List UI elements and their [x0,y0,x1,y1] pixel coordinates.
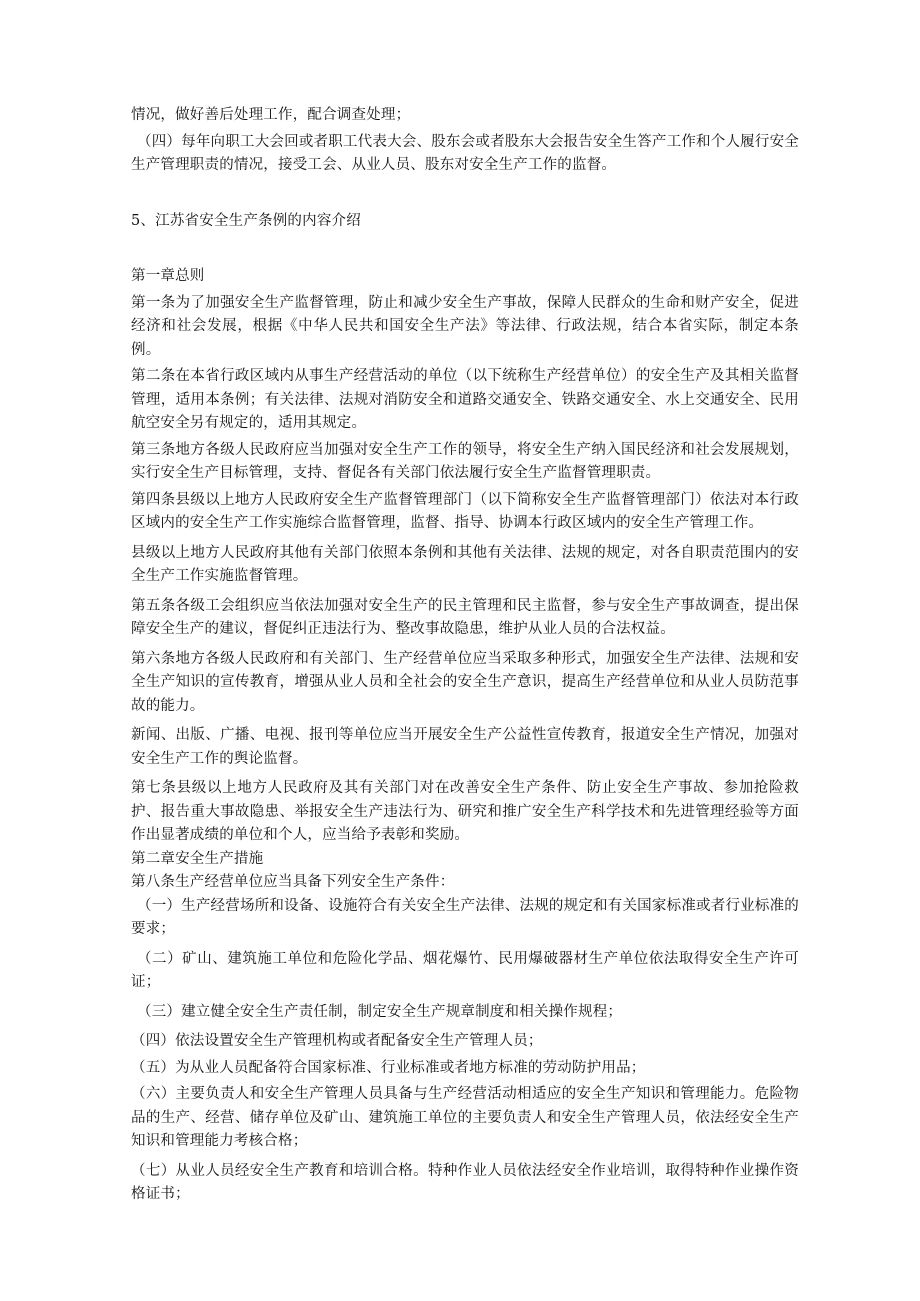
article-6-para-2: 新闻、出版、广播、电视、报刊等单位应当开展安全生产公益性宣传教育，报道安全生产情况，加强对安全生产工作的舆论监督。 [131,727,799,767]
article-8-item-7: （七）从业人员经安全生产教育和培训合格。特种作业人员依法经安全作业培训，取得特种作业操作资格证书； [131,1162,799,1202]
article-4: 第四条县级以上地方人民政府安全生产监督管理部门（以下简称安全生产监督管理部门）依法对本行政区域内的安全生产工作实施综合监督管理，监督、指导、协调本行政区域内的安全生产管理工作。 [131,491,799,531]
article-7: 第七条县级以上地方人民政府及其有关部门对在改善安全生产条件、防止安全生产事故、参加抢险救护、报告重大事故隐患、举报安全生产违法行为、研究和推广安全生产科学技术和先进管理经验等方面作出显著成绩的单位和个人，应当给予表彰和奖励。 [131,780,799,843]
document-body [131,104,799,1207]
article-8-item-4: （四）依法设置安全生产管理机构或者配备安全生产管理人员； [131,1033,543,1049]
chapter-heading-1: 第一章总则 [131,268,205,284]
section-heading: 5、江苏省安全生产条例的内容介绍 [131,212,361,229]
article-8-item-3: （三）建立健全安全生产责任制，制定安全生产规章制度和相关操作规程； [137,1003,623,1020]
paragraph-item-4-report: （四）每年向职工大会回或者职工代表大会、股东会或者股东大会报告安全生答产工作和个人履行安全生产管理职责的情况，接受工会、从业人员、股东对安全生产工作的监督。 [131,133,799,173]
article-4-para-2: 县级以上地方人民政府其他有关部门依照本条例和其他有关法律、法规的规定，对各自职责范围内的安全生产工作实施监督管理。 [131,544,799,584]
paragraph-aftermath: 情况，做好善后处理工作，配合调查处理； [131,107,411,123]
article-8: 第八条生产经营单位应当具备下列安全生产条件： [131,874,455,890]
article-8-item-1: （一）生产经营场所和设备、设施符合有关安全生产法律、法规的规定和有关国家标准或者行业标准的要求； [131,897,799,937]
article-3: 第三条地方各级人民政府应当加强对安全生产工作的领导，将安全生产纳入国民经济和社会发展规划，实行安全生产目标管理，支持、督促各有关部门依法履行安全生产监督管理职责。 [131,441,799,481]
article-8-item-6: （六）主要负责人和安全生产管理人员具备与生产经营活动相适应的安全生产知识和管理能力。危险物品的生产、经营、储存单位及矿山、建筑施工单位的主要负责人和安全生产管理人员，依法经安全生产知识和管理能力考核合格； [131,1086,799,1149]
article-8-item-2: （二）矿山、建筑施工单位和危险化学品、烟花爆竹、民用爆破器材生产单位依法取得安全生产许可证； [131,950,799,990]
article-5: 第五条各级工会组织应当依法加强对安全生产的民主管理和民主监督，参与安全生产事故调查，提出保障安全生产的建议，督促纠正违法行为、整改事故隐患，维护从业人员的合法权益。 [131,597,799,637]
article-6: 第六条地方各级人民政府和有关部门、生产经营单位应当采取多种形式，加强安全生产法律、法规和安全生产知识的宣传教育，增强从业人员和全社会的安全生产意识，提高生产经营单位和从业人员防范事故的能力。 [131,650,799,714]
article-8-item-5: （五）为从业人员配备符合国家标准、行业标准或者地方标准的劳动防护用品； [131,1059,646,1076]
chapter-heading-2: 第二章安全生产措施 [131,850,264,867]
article-2: 第二条在本省行政区域内从事生产经营活动的单位（以下统称生产经营单位）的安全生产及其相关监督管理，适用本条例；有关法律、法规对消防安全和道路交通安全、铁路交通安全、水上交通安全、民用航空安全另有规定的，适用其规定。 [131,368,799,431]
article-1: 第一条为了加强安全生产监督管理，防止和减少安全生产事故，保障人民群众的生命和财产安全，促进经济和社会发展，根据《中华人民共和国安全生产法》等法律、行政法规，结合本省实际，制定本条例。 [131,294,799,358]
